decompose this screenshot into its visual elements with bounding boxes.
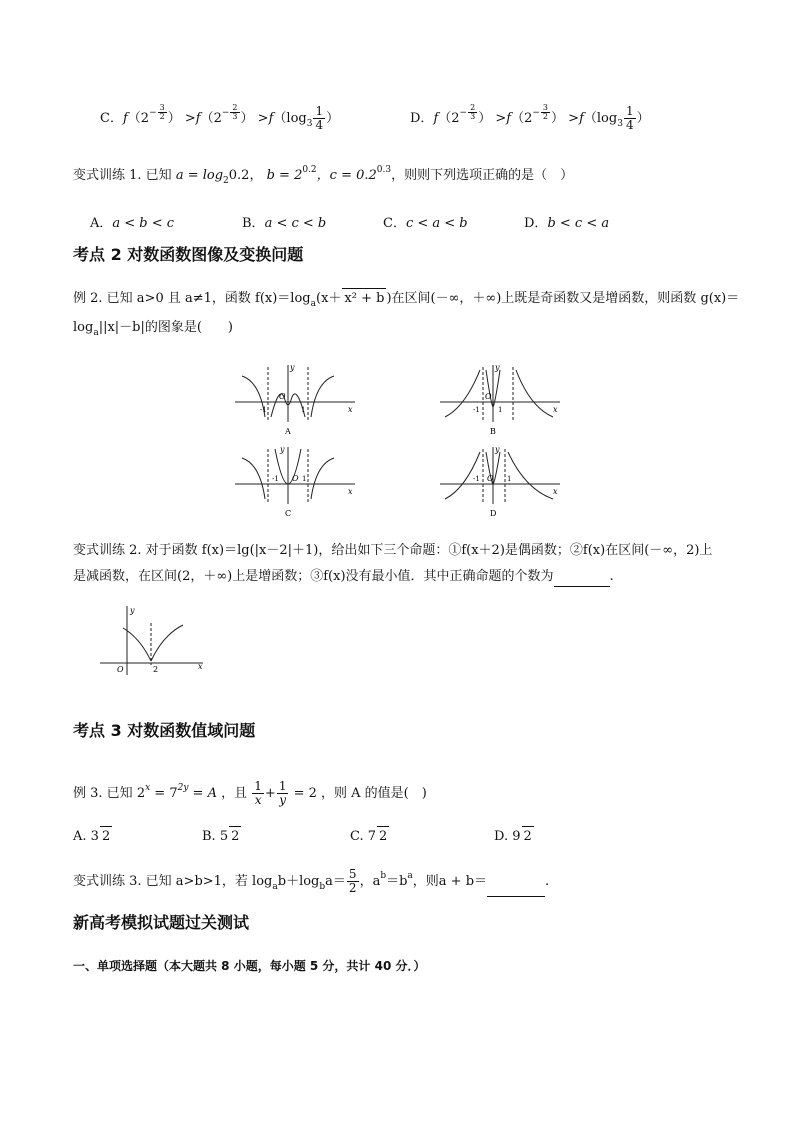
variant-1-question: 变式训练 1. 已知 $a = \log_20.2$， $b = 2^{0.2}$，$c = 0.2^{0.3}$，则则下列选项正确的是（ ） [73, 165, 574, 186]
example-3-option-d: D. 9 2 [494, 826, 534, 847]
graph-b[interactable] [440, 363, 560, 436]
graph-b-tick-pos: 1 [498, 406, 503, 414]
graph-c-y-label: y [280, 445, 285, 454]
variant-2-graph [95, 603, 210, 678]
graph-a-label: A [285, 427, 291, 436]
variant-1-option-d: D．b < c < a [524, 216, 610, 231]
graph-a-y-label: y [290, 363, 295, 372]
example-2-line-1: 例 2. 已知 a>0 且 a≠1，函数 $f(x)=\log_a(x+ x^2 + b$ )在区间(－∞，＋∞)上既是奇函数又是增函数，则函数 g(x)＝ [73, 288, 739, 314]
graph-b-tick-neg: -1 [473, 406, 480, 414]
graph-d[interactable] [440, 445, 560, 518]
graph-a-origin: O [279, 392, 286, 401]
variant-3-question: 变式训练 3. 已知 a>b>1，若 $\log_ab+\log_ba=$ $\frac{5}{2}$ ，$a^b=b^a$，则a + b＝ . [73, 867, 550, 895]
variant-1-option-a: A．a < b < c [90, 216, 175, 231]
graph-c-x-label: x [348, 487, 353, 496]
graph-d-label: D [490, 509, 497, 518]
graph-b-x-label: x [553, 405, 558, 414]
variant-3-answer-blank[interactable] [487, 882, 545, 897]
example-2-line-2: $\log_a||x|-b|$的图象是( ) [73, 320, 234, 338]
variant-1-option-c: C．c < a < b [383, 216, 468, 231]
graph-d-origin: O [487, 474, 494, 483]
variant-2-graph-tick: 2 [153, 665, 159, 674]
graph-a-x-label: x [348, 405, 353, 414]
example-2-graph-options [230, 362, 570, 520]
graph-a-tick-pos: 1 [301, 406, 306, 414]
variant-2-graph-origin: O [117, 665, 124, 674]
section-4-heading: 新高考模拟试题过关测试 [73, 913, 250, 932]
graph-c-tick-neg: -1 [272, 475, 279, 483]
part-1-heading: 一、单项选择题（本大题共 8 小题，每小题 5 分，共计 40 分．） [73, 959, 426, 973]
example-3-option-c: C. 7 2 [350, 826, 389, 847]
graph-a-tick-neg: -1 [260, 406, 267, 414]
graph-b-label: B [490, 427, 496, 436]
graph-c[interactable] [235, 445, 355, 518]
example-3-option-a: A. 3 2 [73, 826, 112, 847]
option-d-prev: D．$f(2^{- \frac{2}{3}}$ ） $>f(2^{- \frac{3}{2}}$ ） $>f(\log_3$ $\frac{1}{4}$ ） [410, 103, 650, 132]
graph-a[interactable] [235, 363, 355, 436]
variant-2-line-2: 是减函数，在区间(2，＋∞)上是增函数；③f(x)没有最小值．其中正确命题的个数为 . [73, 567, 614, 587]
graph-c-tick-pos: 1 [302, 475, 307, 483]
graph-d-x-label: x [553, 487, 558, 496]
section-2-heading: 考点 2 对数函数图像及变换问题 [73, 245, 304, 264]
graph-c-origin: O [292, 474, 299, 483]
graph-d-tick-pos: 1 [507, 475, 512, 483]
graph-d-tick-neg: -1 [473, 475, 480, 483]
graph-b-y-label: y [495, 363, 500, 372]
example-3-question: 例 3. 已知 $2^x = 7^{2y} = A$ ，且 $\frac{1}{x}$ + $\frac{1}{y}$ = 2 ，则 A 的值是( ) [73, 779, 427, 807]
variant-2-graph-y-label: y [130, 606, 135, 615]
example-3-option-b: B. 5 2 [202, 826, 241, 847]
graph-d-y-label: y [495, 445, 500, 454]
graph-b-origin: O [485, 392, 492, 401]
variant-2-answer-blank[interactable] [554, 572, 610, 587]
option-c-prev: C．$f(2^{- \frac{3}{2}}$ ） $>f(2^{- \frac{2}{3}}$ ） $>f(\log_3$ $\frac{1}{4}$ ） [100, 103, 340, 132]
variant-2-graph-x-label: x [198, 662, 203, 671]
section-3-heading: 考点 3 对数函数值域问题 [73, 721, 256, 740]
variant-2-line-1: 变式训练 2. 对于函数 f(x)＝lg(|x－2|＋1)，给出如下三个命题：①f(x＋2)是偶函数；②f(x)在区间(－∞，2)上 [73, 543, 713, 558]
graph-c-label: C [285, 509, 292, 518]
variant-1-option-b: B．a < c < b [242, 216, 327, 231]
